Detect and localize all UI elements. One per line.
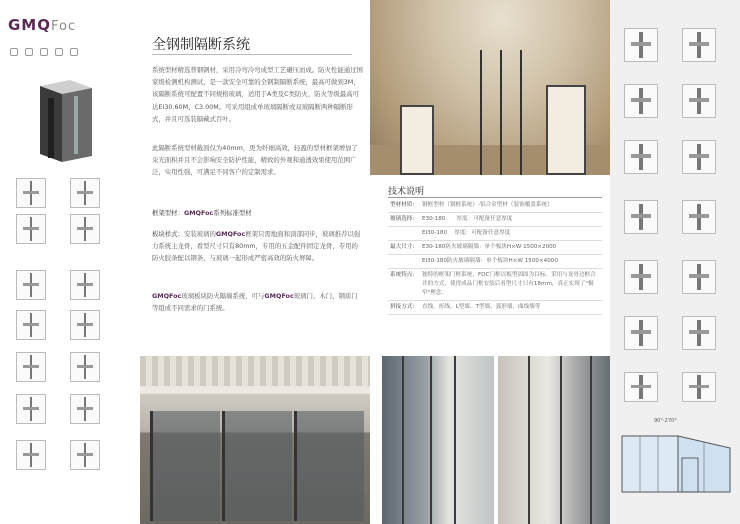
corridor-photo-left bbox=[382, 356, 494, 524]
cad-detail bbox=[682, 28, 716, 62]
door-system-paragraph bbox=[152, 290, 364, 314]
spec-value: 独特的框架门框系统，FOC门框以板型固固为目标。采用与龙骨边框合并的方式，使得成品门框安装后看型尺寸只有18mm，真正实现了"极窄"理念。 bbox=[420, 269, 602, 301]
install-prefix: 安装玻璃的 bbox=[183, 230, 216, 238]
logo-text-thin: Foc bbox=[51, 19, 77, 34]
spec-key bbox=[388, 255, 420, 269]
spec-row bbox=[388, 241, 602, 255]
cad-detail bbox=[16, 394, 46, 424]
feature-icons bbox=[10, 48, 78, 56]
left-drawing-strip bbox=[0, 0, 130, 524]
spec-row bbox=[388, 255, 602, 269]
spec-value: EI30-180 厚度：可配备任意厚度 bbox=[420, 227, 602, 241]
spec-row bbox=[388, 301, 602, 315]
frame-line bbox=[454, 356, 456, 524]
cad-detail bbox=[16, 352, 46, 382]
spec-value: 直线、折线、L型墙、T型墙、弧形墙、曲线墙等 bbox=[420, 301, 602, 315]
cad-detail bbox=[70, 178, 100, 208]
cad-detail bbox=[682, 140, 716, 174]
cad-detail bbox=[70, 270, 100, 300]
cad-detail bbox=[70, 214, 100, 244]
cad-detail bbox=[624, 84, 658, 118]
feature-icon-2 bbox=[25, 48, 33, 56]
intro-paragraph: 系统型材精选普钢钢材，采用冷弯冷弯成型工艺碾压而成。防火性能通过国家级检测机构测试，是一款安全可靠的全钢制隔断系统，最高可做到3M，该隔断系统可配置不同规格玻璃，适用于A类及C类防火，防火等级最高可达EI30.60M、C3.00M。可采用组成单玻璃隔断或双玻隔断两种隔断形式，并且可选装隔藏式百叶。 bbox=[152, 66, 363, 123]
specs-page bbox=[370, 0, 610, 524]
door-brand-2: GMQFoc bbox=[264, 292, 294, 300]
glass-panel bbox=[150, 411, 220, 521]
spec-value: EI30-180防火玻璃隔墙：单个板块H×W 1500×4000 bbox=[420, 255, 602, 269]
office-partition-photo bbox=[140, 356, 370, 524]
cad-detail bbox=[70, 440, 100, 470]
cad-detail bbox=[16, 440, 46, 470]
cad-detail bbox=[70, 352, 100, 382]
cad-detail bbox=[682, 200, 716, 234]
cad-detail bbox=[682, 260, 716, 294]
cad-detail bbox=[682, 84, 716, 118]
install-paragraph bbox=[152, 228, 364, 265]
title-rule bbox=[152, 54, 352, 55]
frame-line bbox=[402, 356, 404, 524]
corner-plan-drawing bbox=[618, 428, 736, 498]
intro-page bbox=[130, 0, 370, 524]
frame-label bbox=[152, 208, 252, 217]
feature-icon-1 bbox=[10, 48, 18, 56]
door-text-1: 玻璃板块防火隔墙系统，可与 bbox=[181, 292, 265, 300]
cad-detail bbox=[70, 310, 100, 340]
glass-panel bbox=[294, 411, 364, 521]
glass-door bbox=[546, 85, 586, 175]
install-label: 板块样式： bbox=[152, 230, 184, 238]
spec-key: 玻璃选择： bbox=[388, 213, 420, 227]
specs-title: 技术说明 bbox=[388, 187, 425, 197]
glass-door bbox=[400, 105, 434, 175]
spec-key: 型材材质： bbox=[388, 199, 420, 213]
steel-frame bbox=[480, 50, 482, 175]
spec-key bbox=[388, 227, 420, 241]
cad-detail bbox=[682, 372, 716, 402]
frame-line bbox=[430, 356, 432, 524]
frame-line bbox=[560, 356, 562, 524]
spec-row bbox=[388, 213, 602, 227]
arched-hall-photo bbox=[370, 0, 610, 175]
cad-detail bbox=[624, 316, 658, 350]
frame-line bbox=[528, 356, 530, 524]
spec-value: E30-180防火玻璃隔墙：单个板块H×W 1500×2000 bbox=[420, 241, 602, 255]
cad-detail bbox=[624, 28, 658, 62]
feature-icon-4 bbox=[55, 48, 63, 56]
feature-icon-3 bbox=[40, 48, 48, 56]
spec-key: 系统特点： bbox=[388, 269, 420, 301]
frame-label-suffix: 系列标准型材 bbox=[213, 209, 252, 217]
spec-value: 钢框型材（钢框系统）-铝合金型材（装饰覆盖系统） bbox=[420, 199, 602, 213]
cad-detail bbox=[624, 260, 658, 294]
page-title: 全钢制隔断系统 bbox=[152, 37, 250, 53]
spec-value: E30-180 厚度：可配备任意厚度 bbox=[420, 213, 602, 227]
cad-detail bbox=[682, 316, 716, 350]
brand-logo bbox=[8, 16, 76, 34]
specs-table bbox=[388, 199, 602, 315]
cad-detail bbox=[70, 394, 100, 424]
install-text: 框架只需地面和顶部同步，玻璃推荐以强力系统主龙骨，看型尺寸只有80mm，专用的五金配件固定龙骨，专用的防火胶条配以钢条，与玻璃一起形成严密高效的防火屏障。 bbox=[152, 230, 361, 263]
door-brand-1: GMQFoc bbox=[152, 292, 182, 300]
spec-row bbox=[388, 227, 602, 241]
corridor-photo-right bbox=[498, 356, 610, 524]
right-drawing-strip bbox=[610, 0, 740, 524]
frame-label-brand: GMQFoc bbox=[183, 209, 214, 217]
cad-detail bbox=[16, 310, 46, 340]
glass-panel bbox=[222, 411, 292, 521]
profile-3d-render bbox=[30, 76, 102, 166]
cad-detail bbox=[16, 270, 46, 300]
steel-frame bbox=[520, 50, 522, 175]
frame-label-key: 框架型材： bbox=[152, 209, 184, 217]
profile-paragraph: 此隔断系统型材截面仅为40mm，更为纤细高效，轻盈的型材框架增加了采光面积并且不会影响安全防护性能，精致的外观和通透效果使用范围广泛，实用性强，可满足不同客户的定制需求。 bbox=[152, 144, 358, 177]
cad-detail bbox=[16, 214, 46, 244]
logo-text-bold: GMQ bbox=[8, 16, 51, 34]
ceiling bbox=[140, 356, 370, 386]
spec-row bbox=[388, 269, 602, 301]
steel-frame bbox=[500, 50, 502, 175]
install-brand: GMQFoc bbox=[215, 230, 246, 238]
frame-line bbox=[590, 356, 592, 524]
spec-row bbox=[388, 199, 602, 213]
cad-detail bbox=[16, 178, 46, 208]
door-text-2: 玻璃门、木门、钢质门等组成不同需求的门系统。 bbox=[152, 292, 358, 313]
cad-detail bbox=[624, 200, 658, 234]
feature-icon-5 bbox=[70, 48, 78, 56]
spec-key: 拼接方式： bbox=[388, 301, 420, 315]
cad-detail bbox=[624, 372, 658, 402]
spec-key: 最大尺寸： bbox=[388, 241, 420, 255]
specs-rule bbox=[388, 197, 602, 198]
cad-detail bbox=[624, 140, 658, 174]
plan-dimension-label: 90°-270° bbox=[654, 418, 677, 424]
